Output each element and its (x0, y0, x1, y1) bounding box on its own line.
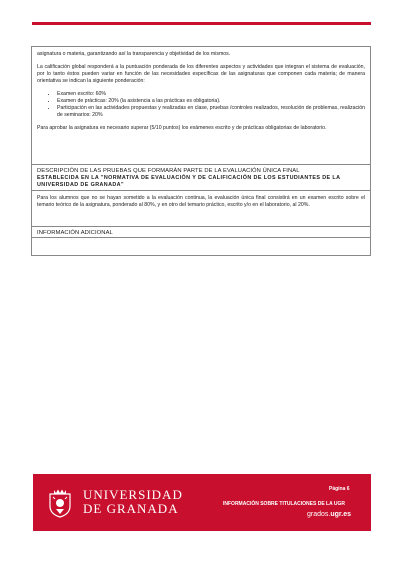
additional-info-heading (32, 227, 370, 238)
university-crest-icon (47, 488, 73, 518)
single-evaluation-text: Para los alumnos que no se hayan sometido a la evaluación continua, la evaluación única final consistirá en un examen escrito sobre el temario teórico de la asignatura, ponderado al 80%, y en otro del temario práctico, escrito y/o en el laboratorio, al 20%. (37, 195, 365, 208)
degrees-url[interactable]: grados.ugr.es (307, 511, 351, 518)
weighting-paragraph: La calificación global responderá a la puntuación ponderada de los diferentes aspectos y actividades que integran el sistema de evaluación, por lo tanto éstos pueden variar en función de las necesidades específicas de las asignaturas que componen cada materia; de manera orientativa se indican la siguiente ponderación: (37, 64, 365, 84)
single-evaluation-body (32, 191, 370, 227)
intro-line: asignatura o materia, garantizando así la transparencia y objetividad de los mismos. (37, 51, 231, 57)
single-evaluation-heading (32, 165, 370, 191)
additional-info-body (32, 238, 370, 255)
degree-info-title: INFORMACIÓN SOBRE TITULACIONES DE LA UGR (223, 501, 346, 507)
evaluation-criteria-cell (32, 47, 370, 165)
additional-info-title: INFORMACIÓN ADICIONAL (37, 230, 113, 236)
list-item: • Examen de prácticas: 20% (la asistencia a las prácticas es obligatoria). (57, 98, 365, 105)
university-name: UNIVERSIDAD DE GRANADA (83, 487, 183, 516)
list-item: • Participación en las actividades propuestas y realizadas en clase, pruebas /controles realizados, resolución de problemas, realización de seminarios: 20% (57, 105, 365, 119)
heading-line: DESCRIPCIÓN DE LAS PRUEBAS QUE FORMARÁN PARTE DE LA EVALUACIÓN ÚNICA FINAL (37, 168, 300, 174)
heading-subline: ESTABLECIDA EN LA "NORMATIVA DE EVALUACIÓN Y DE CALIFICACIÓN DE LOS ESTUDIANTES DE LA UNIVERSIDAD DE GRANADA" (37, 175, 341, 188)
header-rule (32, 22, 371, 25)
footer-banner (33, 474, 371, 531)
evaluation-table (31, 46, 371, 256)
page-number: Página 6 (329, 486, 350, 492)
weighting-list (37, 91, 365, 119)
list-item: • Examen escrito: 60% (57, 91, 365, 98)
passing-requirement: Para aprobar la asignatura es necesario superar (5/10 puntos) los exámenes escrito y de prácticas obligatorias de laboratorio. (37, 125, 327, 131)
